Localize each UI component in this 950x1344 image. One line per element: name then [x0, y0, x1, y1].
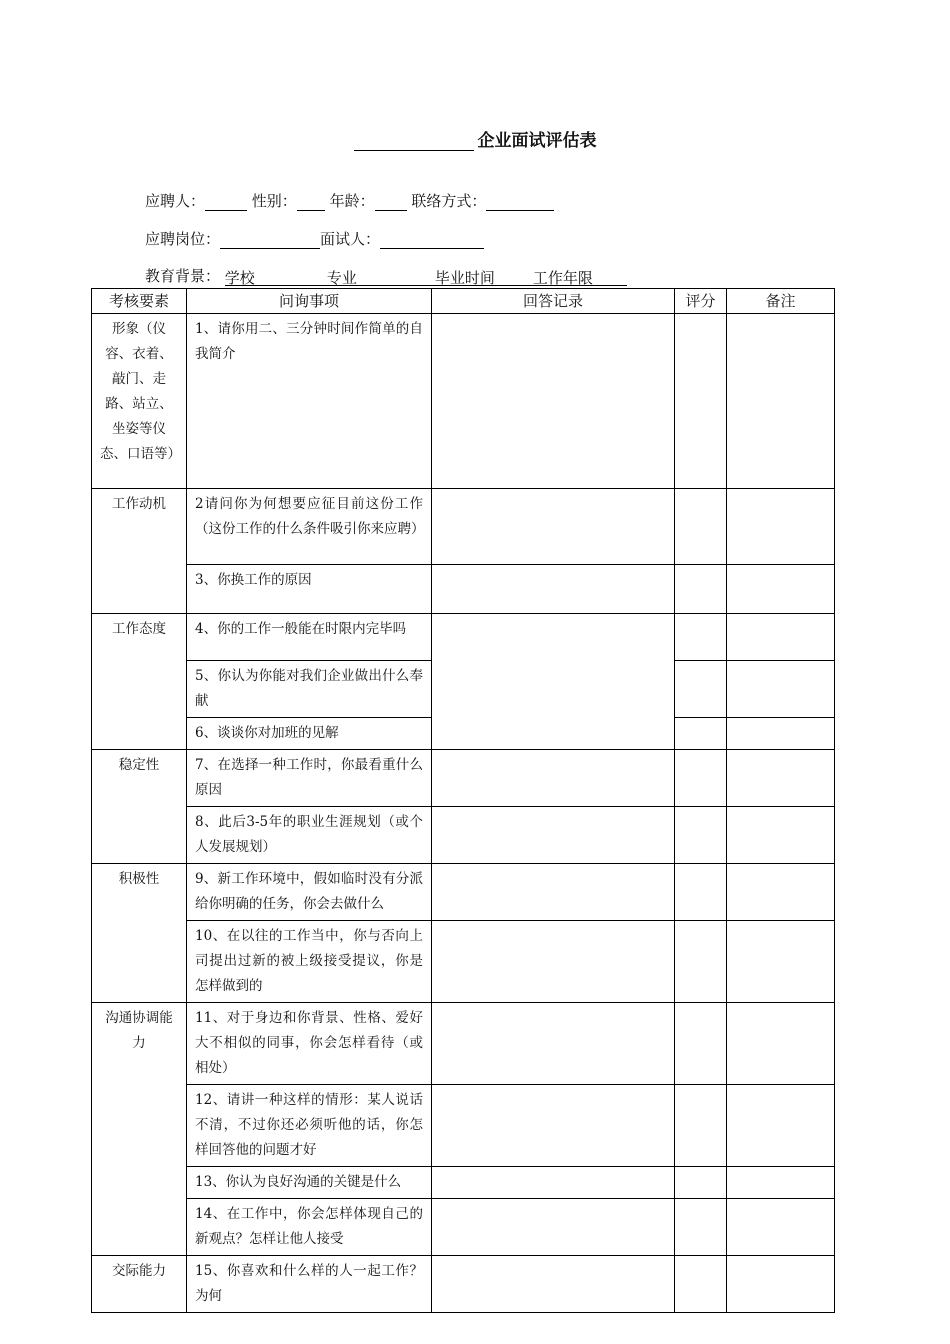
table-row [92, 565, 835, 614]
question-cell: 15、你喜欢和什么样的人一起工作？为何 [187, 1256, 432, 1313]
answer-cell[interactable] [432, 565, 675, 614]
info-row-3 [145, 265, 627, 286]
score-cell[interactable] [675, 489, 727, 565]
header-category: 考核要素 [92, 289, 187, 314]
applicant-label: 应聘人： [145, 192, 206, 210]
answer-cell[interactable] [432, 1256, 675, 1313]
table-row [92, 1003, 835, 1085]
score-cell[interactable] [675, 565, 727, 614]
score-cell[interactable] [675, 807, 727, 864]
question-cell: 6、谈谈你对加班的见解 [187, 718, 432, 750]
category-cell: 稳定性 [92, 750, 187, 864]
header-question: 问询事项 [187, 289, 432, 314]
table-row [92, 1256, 835, 1313]
question-cell: 2请问你为何想要应征目前这份工作（这份工作的什么条件吸引你来应聘） [187, 489, 432, 565]
remark-cell[interactable] [727, 1003, 835, 1085]
remark-cell[interactable] [727, 864, 835, 921]
category-cell: 交际能力 [92, 1256, 187, 1313]
info-row-2 [145, 228, 484, 249]
interviewer-label: 面试人： [320, 230, 381, 248]
table-row [92, 614, 835, 661]
contact-label: 联络方式： [411, 192, 487, 210]
remark-cell[interactable] [727, 565, 835, 614]
remark-cell[interactable] [727, 807, 835, 864]
table-row [92, 750, 835, 807]
question-cell: 9、新工作环境中，假如临时没有分派给你明确的任务，你会去做什么 [187, 864, 432, 921]
major-label: 专业 [326, 269, 357, 287]
position-blank[interactable] [220, 231, 320, 249]
age-label: 年龄： [329, 192, 375, 210]
table-row [92, 1199, 835, 1256]
remark-cell[interactable] [727, 1085, 835, 1167]
table-header-row [92, 289, 835, 314]
category-cell: 沟通协调能力 [92, 1003, 187, 1256]
work-years-label: 工作年限 [532, 269, 593, 287]
header-remark: 备注 [727, 289, 835, 314]
remark-cell[interactable] [727, 489, 835, 565]
question-cell: 13、你认为良好沟通的关键是什么 [187, 1167, 432, 1199]
question-cell: 1、请你用二、三分钟时间作简单的自我简介 [187, 314, 432, 489]
category-cell: 工作态度 [92, 614, 187, 750]
table-row [92, 1085, 835, 1167]
remark-cell[interactable] [727, 1199, 835, 1256]
score-cell[interactable] [675, 661, 727, 718]
grad-time-label: 毕业时间 [434, 269, 495, 287]
gender-blank[interactable] [297, 193, 325, 211]
education-label: 教育背景： [145, 267, 221, 285]
category-cell: 工作动机 [92, 489, 187, 614]
score-cell[interactable] [675, 864, 727, 921]
score-cell[interactable] [675, 1256, 727, 1313]
question-cell: 3、你换工作的原因 [187, 565, 432, 614]
remark-cell[interactable] [727, 921, 835, 1003]
table-row [92, 921, 835, 1003]
evaluation-table [91, 288, 835, 1313]
question-cell: 7、在选择一种工作时，你最看重什么原因 [187, 750, 432, 807]
remark-cell[interactable] [727, 1256, 835, 1313]
score-cell[interactable] [675, 1085, 727, 1167]
score-cell[interactable] [675, 614, 727, 661]
company-name-blank[interactable] [354, 132, 474, 151]
category-cell: 积极性 [92, 864, 187, 1003]
score-cell[interactable] [675, 1003, 727, 1085]
question-cell: 12、请讲一种这样的情形：某人说话不清，不过你还必须听他的话，你怎样回答他的问题才好 [187, 1085, 432, 1167]
gender-label: 性别： [251, 192, 297, 210]
answer-cell[interactable] [432, 314, 675, 489]
score-cell[interactable] [675, 921, 727, 1003]
answer-cell[interactable] [432, 921, 675, 1003]
score-cell[interactable] [675, 750, 727, 807]
answer-cell[interactable] [432, 1085, 675, 1167]
remark-cell[interactable] [727, 718, 835, 750]
answer-cell[interactable] [432, 1003, 675, 1085]
score-cell[interactable] [675, 718, 727, 750]
score-cell[interactable] [675, 1199, 727, 1256]
applicant-blank[interactable] [205, 193, 247, 211]
question-cell: 14、在工作中，你会怎样体现自己的新观点？怎样让他人接受 [187, 1199, 432, 1256]
question-cell: 10、在以往的工作当中，你与否向上司提出过新的被上级接受提议，你是怎样做到的 [187, 921, 432, 1003]
answer-cell[interactable] [432, 750, 675, 807]
remark-cell[interactable] [727, 1167, 835, 1199]
remark-cell[interactable] [727, 750, 835, 807]
table-row [92, 489, 835, 565]
form-title-text: 企业面试评估表 [477, 131, 597, 151]
remark-cell[interactable] [727, 314, 835, 489]
answer-cell[interactable] [432, 614, 675, 750]
answer-cell[interactable] [432, 864, 675, 921]
table-row [92, 1167, 835, 1199]
table-row [92, 314, 835, 489]
position-label: 应聘岗位： [145, 230, 221, 248]
category-cell: 形象（仪容、衣着、敲门、走路、站立、坐姿等仪态、口语等） [92, 314, 187, 489]
age-blank[interactable] [375, 193, 407, 211]
question-cell: 11、对于身边和你背景、性格、爱好大不相似的同事，你会怎样看待（或相处） [187, 1003, 432, 1085]
score-cell[interactable] [675, 1167, 727, 1199]
form-title [0, 126, 950, 151]
answer-cell[interactable] [432, 1199, 675, 1256]
table-row [92, 864, 835, 921]
table-row [92, 807, 835, 864]
interviewer-blank[interactable] [380, 231, 484, 249]
info-row-1 [145, 190, 554, 211]
school-label: 学校 [224, 269, 255, 287]
answer-cell[interactable] [432, 489, 675, 565]
contact-blank[interactable] [486, 193, 554, 211]
answer-cell[interactable] [432, 807, 675, 864]
question-cell: 8、此后3-5年的职业生涯规划（或个人发展规划） [187, 807, 432, 864]
answer-cell[interactable] [432, 1167, 675, 1199]
header-score: 评分 [675, 289, 727, 314]
question-cell: 5、你认为你能对我们企业做出什么奉献 [187, 661, 432, 718]
score-cell[interactable] [675, 314, 727, 489]
remark-cell[interactable] [727, 661, 835, 718]
education-line[interactable] [225, 267, 627, 286]
header-answer: 回答记录 [432, 289, 675, 314]
remark-cell[interactable] [727, 614, 835, 661]
question-cell: 4、你的工作一般能在时限内完毕吗 [187, 614, 432, 661]
